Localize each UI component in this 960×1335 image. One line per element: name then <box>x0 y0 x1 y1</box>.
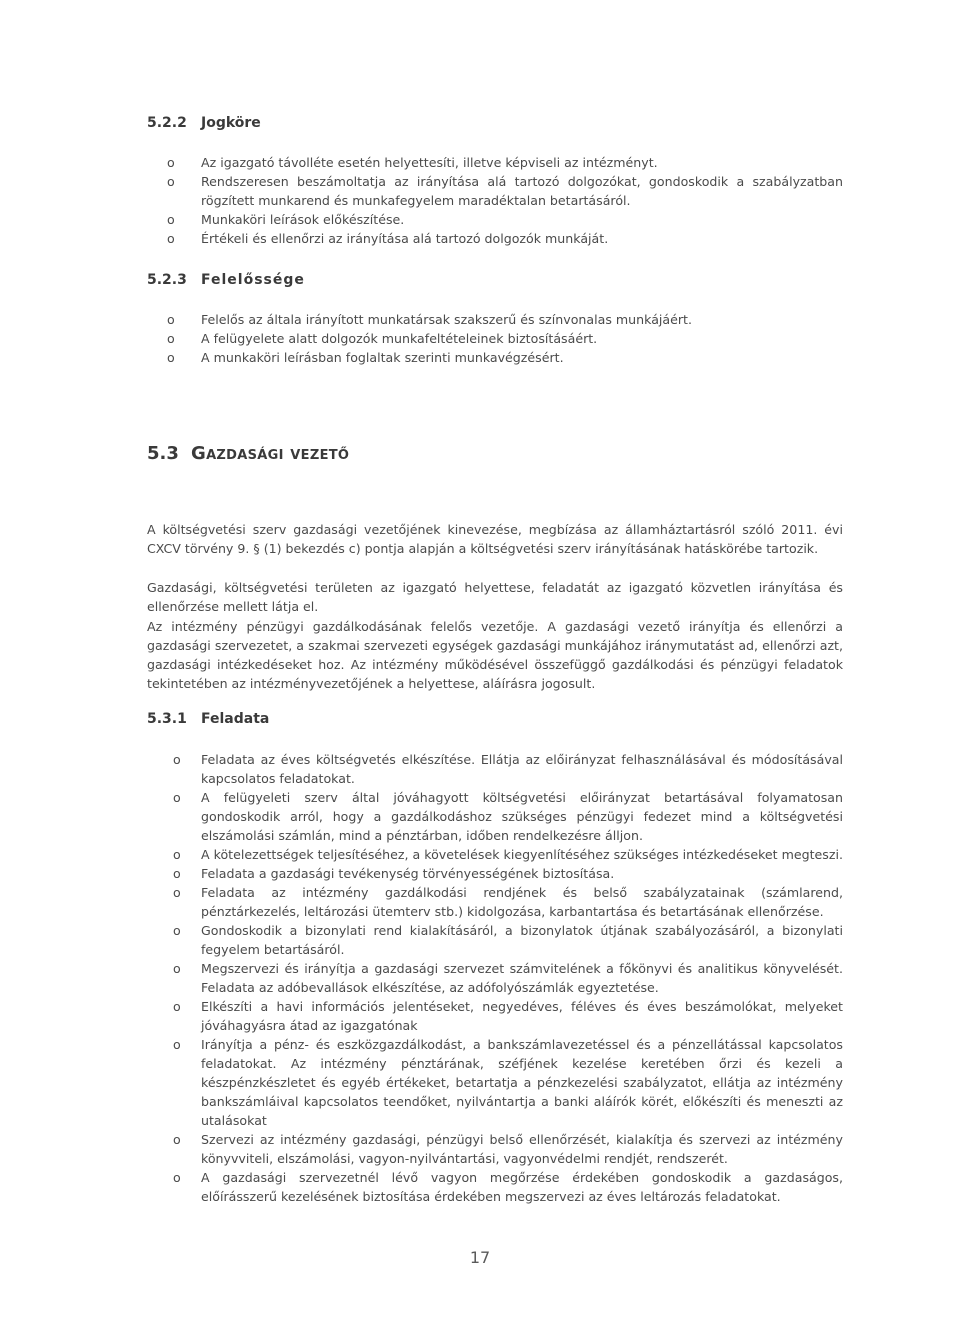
list-item: o Az igazgató távolléte esetén helyettesíti, illetve képviseli az intézményt. <box>167 155 658 170</box>
bullet-icon: o <box>167 331 175 346</box>
heading-5-3 <box>147 443 447 467</box>
list-item: o Gondoskodik a bizonylati rend kialakításáról, a bizonylatok útjának szabályozásáról, a bizonylati fegyelem betartásáról. <box>173 923 843 957</box>
list-item: o Megszervezi és irányítja a gazdasági szervezet számvitelének a főkönyvi és analitikus könyvelését. Feladata az adóbevallások elkészítése, az adófolyószámlák egyeztetése. <box>173 961 843 995</box>
list-item: o Feladata a gazdasági tevékenység törvényességének biztosítása. <box>173 866 615 881</box>
section-title: Feladata <box>201 711 270 727</box>
list-item: o Munkaköri leírások előkészítése. <box>167 212 405 227</box>
bullet-icon: o <box>173 923 181 938</box>
list-item: o A felügyeleti szerv által jóváhagyott költségvetési előirányzat betartásával folyamatosan gondoskodik arról, hogy a gazdálkodáshoz szükséges pénzügyi fedezet mind a költségvetési elszámolási számlán, mind a pénztárban, időben rendelkezésre álljon. <box>173 790 843 843</box>
section-title: Gazdasági vezető <box>191 443 350 464</box>
list-5-2-2 <box>147 153 843 248</box>
section-number: 5.3.1 <box>147 711 187 727</box>
heading-5-2-3 <box>147 272 367 292</box>
paragraph: Az intézmény pénzügyi gazdálkodásának felelős vezetője. A gazdasági vezető irányítja és ellenőrzi a gazdasági szervezetet, a szakmai szervezeti egységek gazdasági munkájához iránymutatást ad, ellenőrzi azt, gazdasági intézkedéseket hoz. Az intézmény működésével összefüggő gazdálkodási és pénzügyi feladatok tekintetében az intézményvezetőjének a helyettese, aláírásra jogosult. <box>147 619 843 691</box>
section-title: Felelőssége <box>201 272 305 288</box>
list-item: o A gazdasági szervezetnél lévő vagyon megőrzése érdekében gondoskodik a gazdaságos, előírásszerű kezelésének biztosítása érdekében megszervezi az éves leltározás feladatokat. <box>173 1170 843 1204</box>
list-item: o A kötelezettségek teljesítéséhez, a követelések kiegyenlítéséhez szükséges intézkedéseket megteszi. <box>173 847 843 862</box>
section-number: 5.2.2 <box>147 115 187 131</box>
bullet-icon: o <box>167 350 175 365</box>
list-item: o Feladata az intézmény gazdálkodási rendjének és belső szabályzatainak (számlarend, pénztárkezelés, leltározási ütemterv stb.) kidolgozása, karbantartása és betartásának ellenőrzése. <box>173 885 843 919</box>
bullet-icon: o <box>167 312 175 327</box>
bullet-icon: o <box>173 790 181 805</box>
list-item: o Rendszeresen beszámoltatja az irányítása alá tartozó dolgozókat, gondoskodik a szabályzatban rögzített munkarend és munkafegyelem maradéktalan betartásáról. <box>167 174 843 208</box>
list-item: o Értékeli és ellenőrzi az irányítása alá tartozó dolgozók munkáját. <box>167 231 609 246</box>
list-item: o Feladata az éves költségvetés elkészítése. Ellátja az előirányzat felhasználásával és módosításával kapcsolatos feladatokat. <box>173 752 843 786</box>
bullet-icon: o <box>167 231 175 246</box>
list-item: o A felügyelete alatt dolgozók munkafeltételeinek biztosításáért. <box>167 331 598 346</box>
section-number: 5.2.3 <box>147 272 187 288</box>
bullet-icon: o <box>167 174 175 189</box>
bullet-icon: o <box>173 1170 181 1185</box>
heading-5-2-2 <box>147 115 347 135</box>
bullet-icon: o <box>173 999 181 1014</box>
bullet-icon: o <box>173 752 181 767</box>
bullet-icon: o <box>167 155 175 170</box>
list-item: o Felelős az általa irányított munkatársak szakszerű és színvonalas munkájáért. <box>167 312 692 327</box>
bullet-icon: o <box>173 961 181 976</box>
bullet-icon: o <box>173 1037 181 1052</box>
section-title: Jogköre <box>201 115 261 131</box>
paragraph: Gazdasági, költségvetési területen az igazgató helyettese, feladatát az igazgató közvetlen irányítása és ellenőrzése mellett látja el. <box>147 580 843 614</box>
bullet-icon: o <box>173 1132 181 1147</box>
heading-5-3-1 <box>147 711 347 731</box>
bullet-icon: o <box>167 212 175 227</box>
list-item: o A munkaköri leírásban foglaltak szerinti munkavégzésért. <box>167 350 564 365</box>
page-number: 17 <box>469 1248 491 1267</box>
list-5-3-1 <box>147 750 843 1206</box>
bullet-icon: o <box>173 885 181 900</box>
bullet-icon: o <box>173 847 181 862</box>
section-number: 5.3 <box>147 443 179 464</box>
list-item: o Szervezi az intézmény gazdasági, pénzügyi belső ellenőrzését, kialakítja és szervezi az intézmény könyvviteli, elszámolási, vagyon-nyilvántartási, vagyonvédelmi rendjét, rendszerét. <box>173 1132 843 1166</box>
list-item: o Irányítja a pénz- és eszközgazdálkodást, a bankszámlavezetéssel és a pénzellátással kapcsolatos feladatokat. Az intézmény pénztárának, széfjének kezelése keretében őrzi és kezeli a készpénzkészletet és egyéb értékeket, betartatja a pénzkezelési szabályzatot, ellátja az intézmény bankszámláival kapcsolatos teendőket, nyilvántartja a banki aláírók körét, előkészíti és meneszti az utalásokat <box>173 1037 843 1128</box>
list-5-2-3 <box>147 310 843 367</box>
list-item: o Elkészíti a havi információs jelentéseket, negyedéves, féléves és éves beszámolókat, melyeket jóváhagyásra átad az igazgatónak <box>173 999 843 1033</box>
bullet-icon: o <box>173 866 181 881</box>
paragraph: A költségvetési szerv gazdasági vezetőjének kinevezése, megbízása az államháztartásról szóló 2011. évi CXCV törvény 9. § (1) bekezdés c) pontja alapján a költségvetési szerv irányításának hatáskörébe tartozik. <box>147 522 843 556</box>
